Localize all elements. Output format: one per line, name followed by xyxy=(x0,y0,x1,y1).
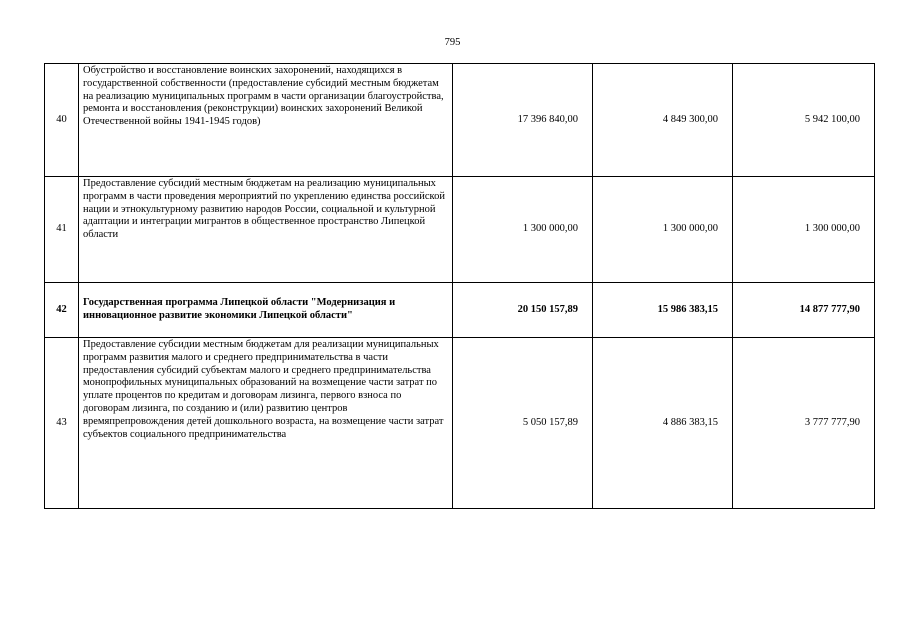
row-value-2: 4 849 300,00 xyxy=(593,64,733,177)
table-row xyxy=(45,177,875,283)
row-value-3: 3 777 777,90 xyxy=(733,338,875,509)
row-value-1: 17 396 840,00 xyxy=(453,64,593,177)
row-number: 41 xyxy=(45,177,79,283)
row-value-3: 5 942 100,00 xyxy=(733,64,875,177)
row-value-3: 14 877 777,90 xyxy=(733,283,875,338)
page-number: 795 xyxy=(444,37,461,48)
row-description: Предоставление субсидии местным бюджетам для реализации муниципальных программ развития малого и среднего предпринимательства в части предоставления субсидий субъектам малого и среднего предпринимательства монопрофильных муниципальных образований на возмещение части затрат по уплате процентов по кредитам и договорам лизинга, первого взноса по договорам лизинга, по созданию и (или) развитию центров времяпрепровождения детей дошкольного возраста, на возмещение части затрат субъектов социального предпринимательства xyxy=(79,338,453,509)
row-description: Государственная программа Липецкой области "Модернизация и инновационное развитие экономики Липецкой области" xyxy=(79,283,453,338)
row-value-1: 1 300 000,00 xyxy=(453,177,593,283)
row-value-1: 5 050 157,89 xyxy=(453,338,593,509)
row-number: 42 xyxy=(45,283,79,338)
row-value-2: 1 300 000,00 xyxy=(593,177,733,283)
row-number: 40 xyxy=(45,64,79,177)
budget-table xyxy=(44,63,875,509)
table-row xyxy=(45,283,875,338)
row-value-1: 20 150 157,89 xyxy=(453,283,593,338)
table-row xyxy=(45,338,875,509)
table-row xyxy=(45,64,875,177)
row-description: Предоставление субсидий местным бюджетам на реализацию муниципальных программ в части проведения мероприятий по укреплению единства российской нации и этнокультурному развитию народов России, социальной и культурной адаптации и интеграции мигрантов в общественное пространство Липецкой области xyxy=(79,177,453,283)
row-value-3: 1 300 000,00 xyxy=(733,177,875,283)
row-value-2: 15 986 383,15 xyxy=(593,283,733,338)
row-number: 43 xyxy=(45,338,79,509)
row-description: Обустройство и восстановление воинских захоронений, находящихся в государственной собственности (предоставление субсидий местным бюджетам на реализацию муниципальных программ в части организации благоустройства, ремонта и восстановления (реконструкции) воинских захоронений Великой Отечественной войны 1941-1945 годов) xyxy=(79,64,453,177)
row-value-2: 4 886 383,15 xyxy=(593,338,733,509)
